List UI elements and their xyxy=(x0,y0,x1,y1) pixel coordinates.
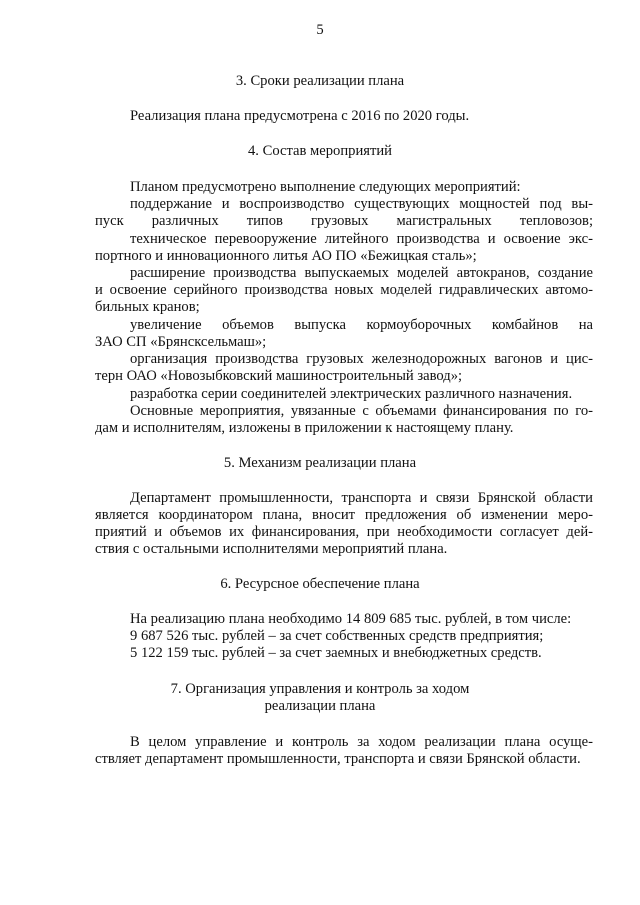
section-5-line: приятий и объемов их финансирования, при необходимости согласует дей- xyxy=(95,524,593,540)
section-4-line: пуск различных типов грузовых магистральных тепловозов; xyxy=(95,213,593,229)
section-6-line: На реализацию плана необходимо 14 809 685 тыс. рублей, в том числе: xyxy=(130,611,572,627)
section-7-heading-line-2: реализации плана xyxy=(264,698,376,714)
section-4-line: ЗАО СП «Брянсксельмаш»; xyxy=(95,334,267,350)
section-6-line: 5 122 159 тыс. рублей – за счет заемных и внебюджетных средств. xyxy=(130,645,542,661)
section-4-line: расширение производства выпускаемых моделей автокранов, создание xyxy=(130,265,593,281)
section-5-line: является координатором плана, вносит предложения об изменении меро- xyxy=(95,507,593,523)
section-4-line: техническое перевооружение литейного производства и освоение экс- xyxy=(130,231,593,247)
section-4-line: организация производства грузовых железнодорожных вагонов и цис- xyxy=(130,351,593,367)
section-4-line: и освоение серийного производства новых моделей гидравлических автомо- xyxy=(95,282,593,298)
section-3-heading: 3. Сроки реализации плана xyxy=(235,73,405,89)
section-3-text: Реализация плана предусмотрена с 2016 по 2020 годы. xyxy=(130,108,470,124)
section-7-line: В целом управление и контроль за ходом реализации плана осуще- xyxy=(130,734,593,750)
section-4-line: увеличение объемов выпуска кормоуборочных комбайнов на xyxy=(130,317,593,333)
section-5-line: Департамент промышленности, транспорта и связи Брянской области xyxy=(130,490,593,506)
section-4-line: терн ОАО «Новозыбковский машиностроительный завод»; xyxy=(95,368,463,384)
section-7-line: ствляет департамент промышленности, транспорта и связи Брянской области. xyxy=(95,751,581,767)
section-4-line: разработка серии соединителей электрических различного назначения. xyxy=(130,386,573,402)
section-4-line: бильных кранов; xyxy=(95,299,200,315)
section-5-line: ствия с остальными исполнителями мероприятий плана. xyxy=(95,541,448,557)
section-4-line: портного и инновационного литья АО ПО «Бежицкая сталь»; xyxy=(95,248,477,264)
section-4-line: Основные мероприятия, увязанные с объемами финансирования по го- xyxy=(130,403,593,419)
section-6-heading: 6. Ресурсное обеспечение плана xyxy=(220,576,420,592)
section-4-line: дам и исполнителям, изложены в приложении к настоящему плану. xyxy=(95,420,514,436)
section-6-line: 9 687 526 тыс. рублей – за счет собственных средств предприятия; xyxy=(130,628,544,644)
section-4-heading: 4. Состав мероприятий xyxy=(248,143,392,159)
section-7-heading-line-1: 7. Организация управления и контроль за ходом xyxy=(170,681,470,697)
section-4-line: Планом предусмотрено выполнение следующих мероприятий: xyxy=(130,179,521,195)
section-4-line: поддержание и воспроизводство существующих мощностей под вы- xyxy=(130,196,593,212)
section-5-heading: 5. Механизм реализации плана xyxy=(223,455,417,471)
page-number: 5 xyxy=(316,22,324,38)
